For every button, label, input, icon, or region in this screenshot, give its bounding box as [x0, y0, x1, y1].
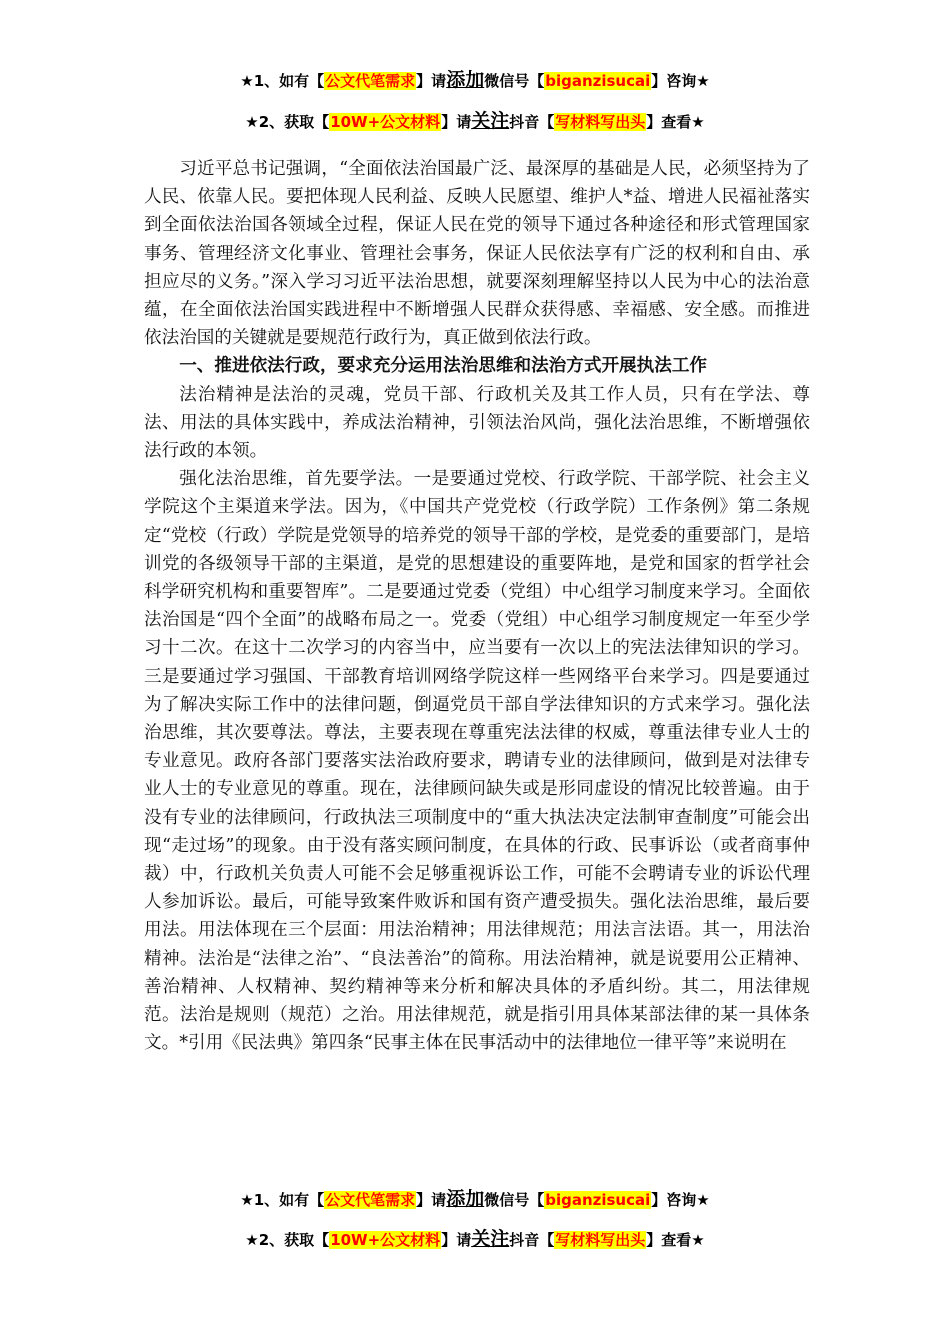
- banner-text: 抖音【: [509, 113, 555, 131]
- bottom-banner-line-1: [0, 1189, 950, 1210]
- banner-text: 】咨询★: [651, 72, 710, 90]
- highlight-tag: 写材料写出头: [555, 113, 646, 131]
- paragraph-legal-spirit: 法治精神是法治的灵魂，党员干部、行政机关及其工作人员，只有在学法、尊法、用法的具体实践中，养成法治精神，引领法治风尚，强化法治思维，不断增强依法行政的本领。: [144, 384, 810, 462]
- banner-text: ★1、如有【: [240, 1191, 325, 1209]
- banner-text: 抖音【: [509, 1231, 555, 1249]
- emphasis-text: 添加: [446, 69, 485, 91]
- banner-text: 】请: [416, 1191, 447, 1209]
- paragraph-intro: 习近平总书记强调，“全面依法治国最广泛、最深厚的基础是人民，必须坚持为了人民、依靠人民。要把体现人民利益、反映人民愿望、维护人*益、增进人民福祉落实到全面依法治国各领域全过程，保证人民在党的领导下通过各种途径和形式管理国家事务、管理经济文化事业、管理社会事务，保证人民依法享有广泛的权利和自由、承担应尽的义务。”深入学习习近平法治思想，就要深刻理解坚持以人民为中心的法治意蕴，在全面依法治国实践进程中不断增强人民群众获得感、幸福感、安全感。而推进依法治国的关键就是要规范行政行为，真正做到依法行政。: [144, 159, 810, 349]
- banner-text: 微信号【: [484, 72, 545, 90]
- highlight-tag: 公文代笔需求: [325, 1191, 416, 1209]
- emphasis-text: 添加: [446, 1188, 485, 1210]
- banner-text: ★2、获取【: [245, 113, 330, 131]
- banner-text: ★1、如有【: [240, 72, 325, 90]
- highlight-tag: 10W+公文材料: [330, 1231, 441, 1249]
- document-body: [144, 155, 810, 1058]
- banner-text: ★2、获取【: [245, 1231, 330, 1249]
- paragraph-legal-thinking: 强化法治思维，首先要学法。一是要通过党校、行政学院、干部学院、社会主义学院这个主渠道来学法。因为，《中国共产党党校（行政学院）工作条例》第二条规定“党校（行政）学院是党领导的培养党的领导干部的学校，是党委的重要部门，是培训党的各级领导干部的主渠道，是党的思想建设的重要阵地，是党和国家的哲学社会科学研究机构和重要智库”。二是要通过党委（党组）中心组学习制度来学习。全面依法治国是“四个全面”的战略布局之一。党委（党组）中心组学习制度规定一年至少学习十二次。在这十二次学习的内容当中，应当要有一次以上的宪法法律知识的学习。三是要通过学习强国、干部教育培训网络学院这样一些网络平台来学习。四是要通过为了解决实际工作中的法律问题，倒逼党员干部自学法律知识的方式来学习。强化法治思维，其次要尊法。尊法，主要表现在尊重宪法法律的权威，尊重法律专业人士的专业意见。政府各部门要落实法治政府要求，聘请专业的法律顾问，做到是对法律专业人士的专业意见的尊重。现在，法律顾问缺失或是形同虚设的情况比较普遍。由于没有专业的法律顾问，行政执法三项制度中的“重大执法决定法制审查制度”可能会出现“走过场”的现象。由于没有落实顾问制度，在具体的行政、民事诉讼（或者商事仲裁）中，行政机关负责人可能不会足够重视诉讼工作，可能不会聘请专业的诉讼代理人参加诉讼。最后，可能导致案件败诉和国有资产遭受损失。强化法治思维，最后要用法。用法体现在三个层面：用法治精神；用法律规范；用法言法语。其一，用法治精神。法治是“法律之治”、“良法善治”的简称。用法治精神，就是说要用公正精神、善治精神、人权精神、契约精神等来分析和解决具体的矛盾纠纷。其二，用法律规范。法治是规则（规范）之治。用法律规范，就是指引用具体某部法律的某一具体条文。*引用《民法典》第四条“民事主体在民事活动中的法律地位一律平等”来说明在: [144, 469, 810, 1054]
- bottom-banner-line-2: [0, 1229, 950, 1250]
- highlight-tag: 公文代笔需求: [325, 72, 416, 90]
- banner-text: 】查看★: [646, 113, 705, 131]
- top-banner-line-2: [0, 111, 950, 132]
- highlight-tag: biganzisucai: [545, 72, 651, 90]
- banner-text: 】请: [441, 1231, 472, 1249]
- banner-text: 】查看★: [646, 1231, 705, 1249]
- highlight-tag: 10W+公文材料: [330, 113, 441, 131]
- top-banner-line-1: [0, 70, 950, 91]
- banner-text: 】请: [416, 72, 447, 90]
- highlight-tag: biganzisucai: [545, 1191, 651, 1209]
- highlight-tag: 写材料写出头: [555, 1231, 646, 1249]
- emphasis-text: 关注: [471, 110, 510, 132]
- emphasis-text: 关注: [471, 1228, 510, 1250]
- banner-text: 】咨询★: [651, 1191, 710, 1209]
- banner-text: 微信号【: [484, 1191, 545, 1209]
- banner-text: 】请: [441, 113, 472, 131]
- section-heading: 一、推进依法行政，要求充分运用法治思维和法治方式开展执法工作: [179, 356, 708, 377]
